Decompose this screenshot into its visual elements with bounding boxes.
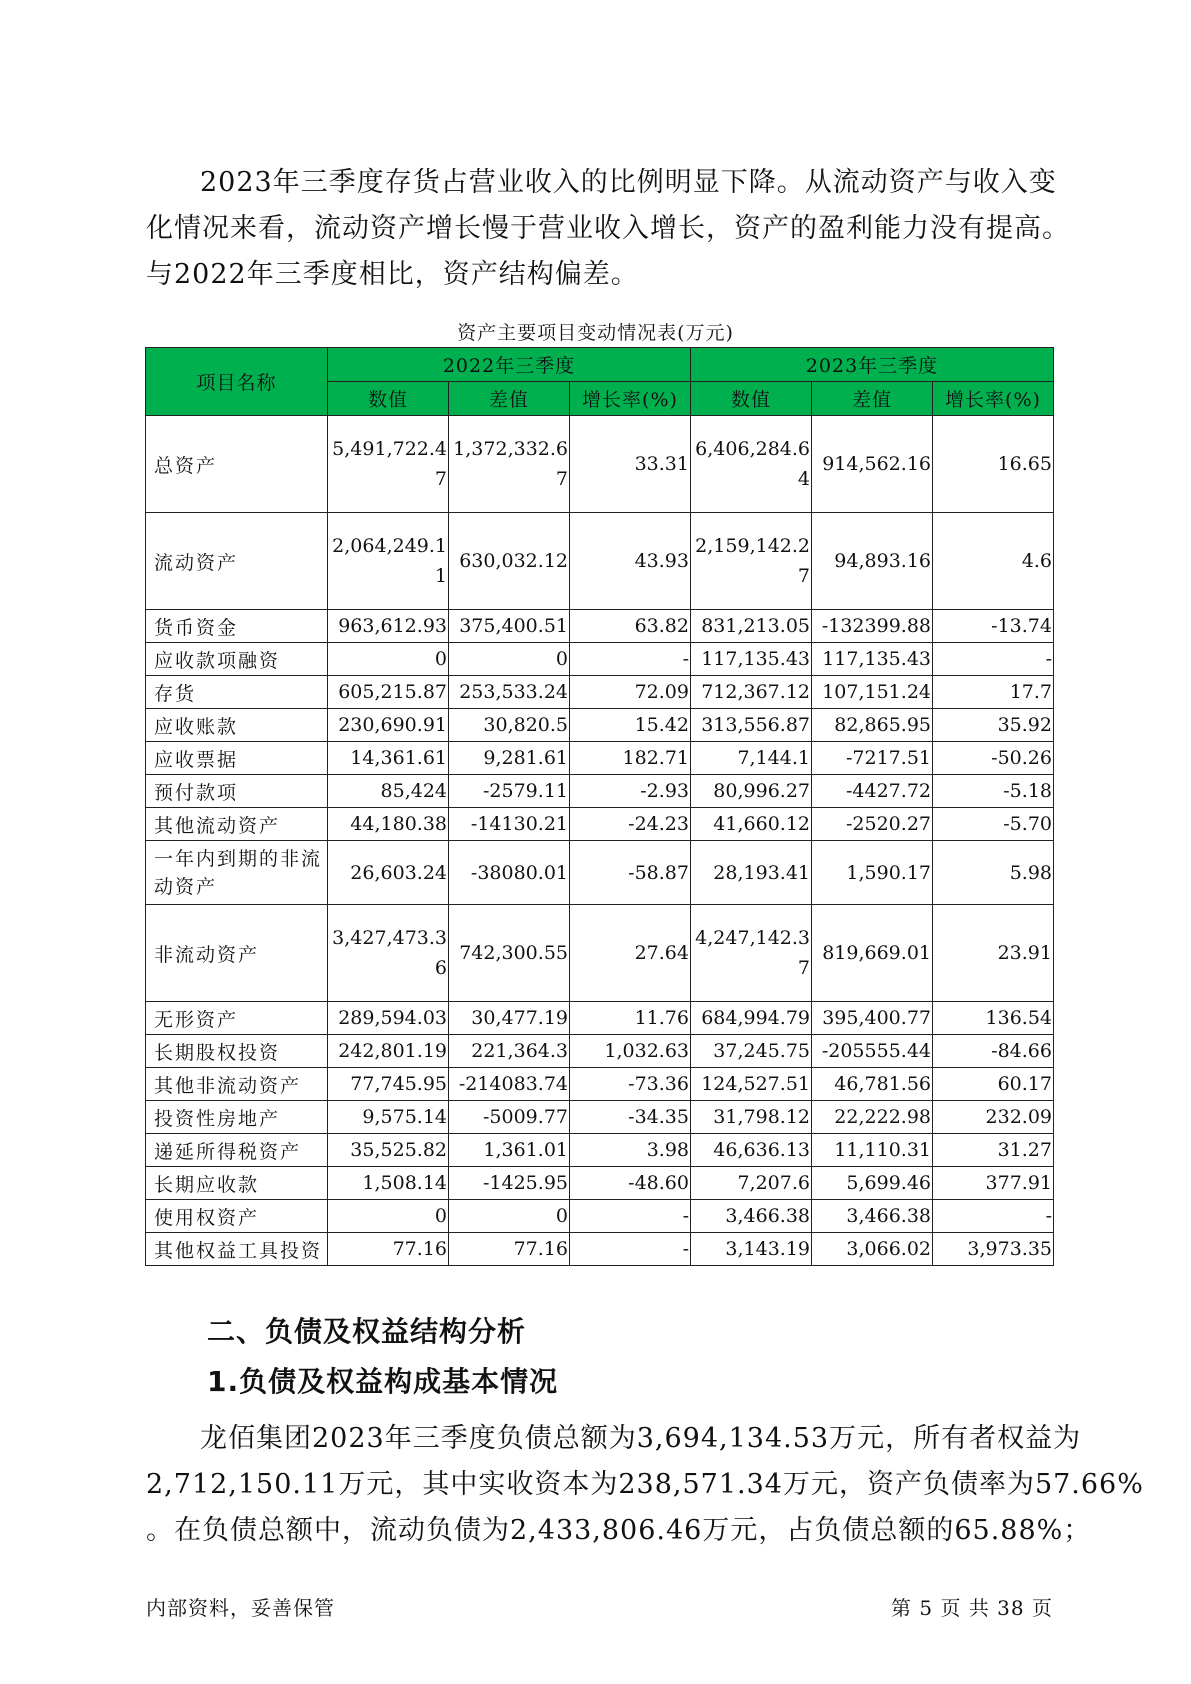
cell-growth-2023: 136.54 [933,1002,1054,1035]
cell-diff-2023: -7217.51 [812,742,933,775]
cell-diff-2022: 742,300.55 [449,905,570,1002]
cell-growth-2023: 60.17 [933,1068,1054,1101]
cell-value-2023: 313,556.87 [691,709,812,742]
cell-diff-2023: 395,400.77 [812,1002,933,1035]
row-name: 非流动资产 [146,905,328,1002]
cell-diff-2022: 1,372,332.67 [449,416,570,513]
row-name: 长期股权投资 [146,1035,328,1068]
cell-value-2023: 31,798.12 [691,1101,812,1134]
intro-line-1: 2023年三季度存货占营业收入的比例明显下降。从流动资产与收入变 [200,167,1057,198]
header-diff-2023: 差值 [812,382,933,416]
cell-growth-2023: -5.70 [933,808,1054,841]
table-row [146,416,1054,513]
table-row [146,1167,1054,1200]
table-row [146,1068,1054,1101]
cell-value-2022: 0 [328,1200,449,1233]
cell-growth-2023: - [933,643,1054,676]
intro-paragraph [146,160,1070,298]
table-row [146,709,1054,742]
cell-diff-2023: 117,135.43 [812,643,933,676]
cell-growth-2022: - [570,1233,691,1266]
cell-growth-2022: 11.76 [570,1002,691,1035]
cell-growth-2022: -48.60 [570,1167,691,1200]
cell-value-2023: 28,193.41 [691,841,812,905]
cell-growth-2022: - [570,1200,691,1233]
header-item-name: 项目名称 [146,348,328,416]
table-row [146,905,1054,1002]
cell-value-2023: 712,367.12 [691,676,812,709]
cell-growth-2023: 3,973.35 [933,1233,1054,1266]
row-name: 应收款项融资 [146,643,328,676]
header-growth-2023: 增长率(%) [933,382,1054,416]
cell-value-2023: 3,143.19 [691,1233,812,1266]
cell-growth-2023: -84.66 [933,1035,1054,1068]
cell-growth-2022: 63.82 [570,610,691,643]
cell-value-2023: 3,466.38 [691,1200,812,1233]
cell-growth-2023: 17.7 [933,676,1054,709]
liability-line-2: 2,712,150.11万元，其中实收资本为238,571.34万元，资产负债率为57.66% [146,1469,1144,1500]
cell-growth-2023: 377.91 [933,1167,1054,1200]
cell-growth-2022: 27.64 [570,905,691,1002]
table-row [146,513,1054,610]
table-row [146,841,1054,905]
row-name: 货币资金 [146,610,328,643]
cell-growth-2022: -73.36 [570,1068,691,1101]
cell-growth-2022: -34.35 [570,1101,691,1134]
liability-line-1: 龙佰集团2023年三季度负债总额为3,694,134.53万元，所有者权益为 [200,1423,1082,1454]
table-row [146,775,1054,808]
liability-paragraph [146,1416,1144,1554]
row-name: 其他非流动资产 [146,1068,328,1101]
cell-value-2023: 41,660.12 [691,808,812,841]
row-name: 其他权益工具投资 [146,1233,328,1266]
cell-growth-2022: 43.93 [570,513,691,610]
header-growth-2022: 增长率(%) [570,382,691,416]
footer-confidential-note: 内部资料，妥善保管 [146,1596,335,1620]
cell-diff-2022: 9,281.61 [449,742,570,775]
cell-value-2022: 26,603.24 [328,841,449,905]
cell-value-2022: 230,690.91 [328,709,449,742]
cell-value-2022: 242,801.19 [328,1035,449,1068]
cell-value-2023: 2,159,142.27 [691,513,812,610]
cell-diff-2023: 3,466.38 [812,1200,933,1233]
cell-diff-2023: -2520.27 [812,808,933,841]
header-value-2023: 数值 [691,382,812,416]
cell-growth-2023: 4.6 [933,513,1054,610]
cell-diff-2023: 11,110.31 [812,1134,933,1167]
table-row [146,676,1054,709]
cell-diff-2023: -205555.44 [812,1035,933,1068]
cell-diff-2022: -2579.11 [449,775,570,808]
cell-value-2022: 5,491,722.47 [328,416,449,513]
header-value-2022: 数值 [328,382,449,416]
cell-diff-2022: 30,477.19 [449,1002,570,1035]
table-row [146,1101,1054,1134]
cell-diff-2022: -5009.77 [449,1101,570,1134]
cell-diff-2023: 1,590.17 [812,841,933,905]
cell-diff-2022: -1425.95 [449,1167,570,1200]
liability-line-3: 。在负债总额中，流动负债为2,433,806.46万元，占负债总额的65.88%； [146,1515,1092,1546]
table-row [146,1035,1054,1068]
cell-value-2022: 1,508.14 [328,1167,449,1200]
cell-diff-2022: 630,032.12 [449,513,570,610]
row-name: 无形资产 [146,1002,328,1035]
table-row [146,742,1054,775]
cell-value-2022: 2,064,249.11 [328,513,449,610]
header-diff-2022: 差值 [449,382,570,416]
intro-line-2: 化情况来看，流动资产增长慢于营业收入增长，资产的盈利能力没有提高。 [146,213,1070,244]
row-name: 投资性房地产 [146,1101,328,1134]
cell-growth-2023: -50.26 [933,742,1054,775]
subsection-heading: 1.负债及权益构成基本情况 [207,1365,559,1398]
row-name: 预付款项 [146,775,328,808]
cell-value-2022: 77.16 [328,1233,449,1266]
table-row [146,610,1054,643]
cell-diff-2022: 221,364.3 [449,1035,570,1068]
table-row [146,1002,1054,1035]
cell-diff-2023: -132399.88 [812,610,933,643]
cell-value-2023: 684,994.79 [691,1002,812,1035]
intro-line-3: 与2022年三季度相比，资产结构偏差。 [146,259,639,290]
cell-value-2023: 117,135.43 [691,643,812,676]
cell-value-2022: 44,180.38 [328,808,449,841]
cell-growth-2022: 15.42 [570,709,691,742]
cell-value-2022: 289,594.03 [328,1002,449,1035]
cell-value-2023: 80,996.27 [691,775,812,808]
cell-growth-2022: 3.98 [570,1134,691,1167]
row-name: 使用权资产 [146,1200,328,1233]
row-name: 递延所得税资产 [146,1134,328,1167]
table-row [146,808,1054,841]
cell-diff-2022: -214083.74 [449,1068,570,1101]
cell-value-2023: 831,213.05 [691,610,812,643]
cell-diff-2022: 253,533.24 [449,676,570,709]
cell-diff-2023: 94,893.16 [812,513,933,610]
footer-page-number: 第 5 页 共 38 页 [891,1596,1053,1620]
cell-growth-2023: 23.91 [933,905,1054,1002]
cell-growth-2022: 182.71 [570,742,691,775]
section-heading: 二、负债及权益结构分析 [207,1315,527,1348]
row-name: 总资产 [146,416,328,513]
cell-growth-2023: 16.65 [933,416,1054,513]
cell-value-2022: 14,361.61 [328,742,449,775]
cell-value-2023: 4,247,142.37 [691,905,812,1002]
cell-growth-2022: -58.87 [570,841,691,905]
assets-change-table [145,347,1054,1266]
cell-diff-2023: 5,699.46 [812,1167,933,1200]
cell-value-2022: 9,575.14 [328,1101,449,1134]
row-name: 应收账款 [146,709,328,742]
cell-value-2023: 7,207.6 [691,1167,812,1200]
row-name: 一年内到期的非流动资产 [146,841,328,905]
row-name: 流动资产 [146,513,328,610]
cell-value-2022: 0 [328,643,449,676]
cell-diff-2022: 30,820.5 [449,709,570,742]
cell-growth-2022: -24.23 [570,808,691,841]
cell-diff-2023: 3,066.02 [812,1233,933,1266]
header-period-2023: 2023年三季度 [691,348,1054,382]
cell-growth-2023: 35.92 [933,709,1054,742]
row-name: 存货 [146,676,328,709]
cell-diff-2022: 0 [449,643,570,676]
cell-diff-2023: 107,151.24 [812,676,933,709]
row-name: 其他流动资产 [146,808,328,841]
cell-diff-2022: -14130.21 [449,808,570,841]
table-row [146,1233,1054,1266]
row-name: 长期应收款 [146,1167,328,1200]
cell-growth-2022: 1,032.63 [570,1035,691,1068]
cell-value-2022: 85,424 [328,775,449,808]
cell-growth-2022: - [570,643,691,676]
cell-diff-2023: -4427.72 [812,775,933,808]
table-row [146,643,1054,676]
cell-growth-2023: 31.27 [933,1134,1054,1167]
cell-growth-2023: -13.74 [933,610,1054,643]
cell-value-2023: 124,527.51 [691,1068,812,1101]
cell-value-2022: 605,215.87 [328,676,449,709]
cell-diff-2022: 0 [449,1200,570,1233]
cell-diff-2023: 819,669.01 [812,905,933,1002]
cell-value-2022: 963,612.93 [328,610,449,643]
row-name: 应收票据 [146,742,328,775]
table-row [146,1200,1054,1233]
header-period-2022: 2022年三季度 [328,348,691,382]
cell-diff-2022: 77.16 [449,1233,570,1266]
cell-value-2022: 3,427,473.36 [328,905,449,1002]
cell-value-2023: 7,144.1 [691,742,812,775]
table-caption: 资产主要项目变动情况表(万元) [457,322,734,344]
cell-growth-2022: -2.93 [570,775,691,808]
cell-growth-2022: 72.09 [570,676,691,709]
cell-diff-2022: 1,361.01 [449,1134,570,1167]
cell-diff-2023: 914,562.16 [812,416,933,513]
cell-diff-2022: 375,400.51 [449,610,570,643]
cell-value-2022: 35,525.82 [328,1134,449,1167]
cell-diff-2023: 22,222.98 [812,1101,933,1134]
cell-growth-2023: 5.98 [933,841,1054,905]
cell-value-2023: 6,406,284.64 [691,416,812,513]
cell-diff-2023: 82,865.95 [812,709,933,742]
cell-value-2023: 46,636.13 [691,1134,812,1167]
cell-growth-2023: - [933,1200,1054,1233]
cell-value-2023: 37,245.75 [691,1035,812,1068]
cell-diff-2022: -38080.01 [449,841,570,905]
cell-value-2022: 77,745.95 [328,1068,449,1101]
cell-growth-2022: 33.31 [570,416,691,513]
cell-diff-2023: 46,781.56 [812,1068,933,1101]
cell-growth-2023: -5.18 [933,775,1054,808]
cell-growth-2023: 232.09 [933,1101,1054,1134]
table-row [146,1134,1054,1167]
